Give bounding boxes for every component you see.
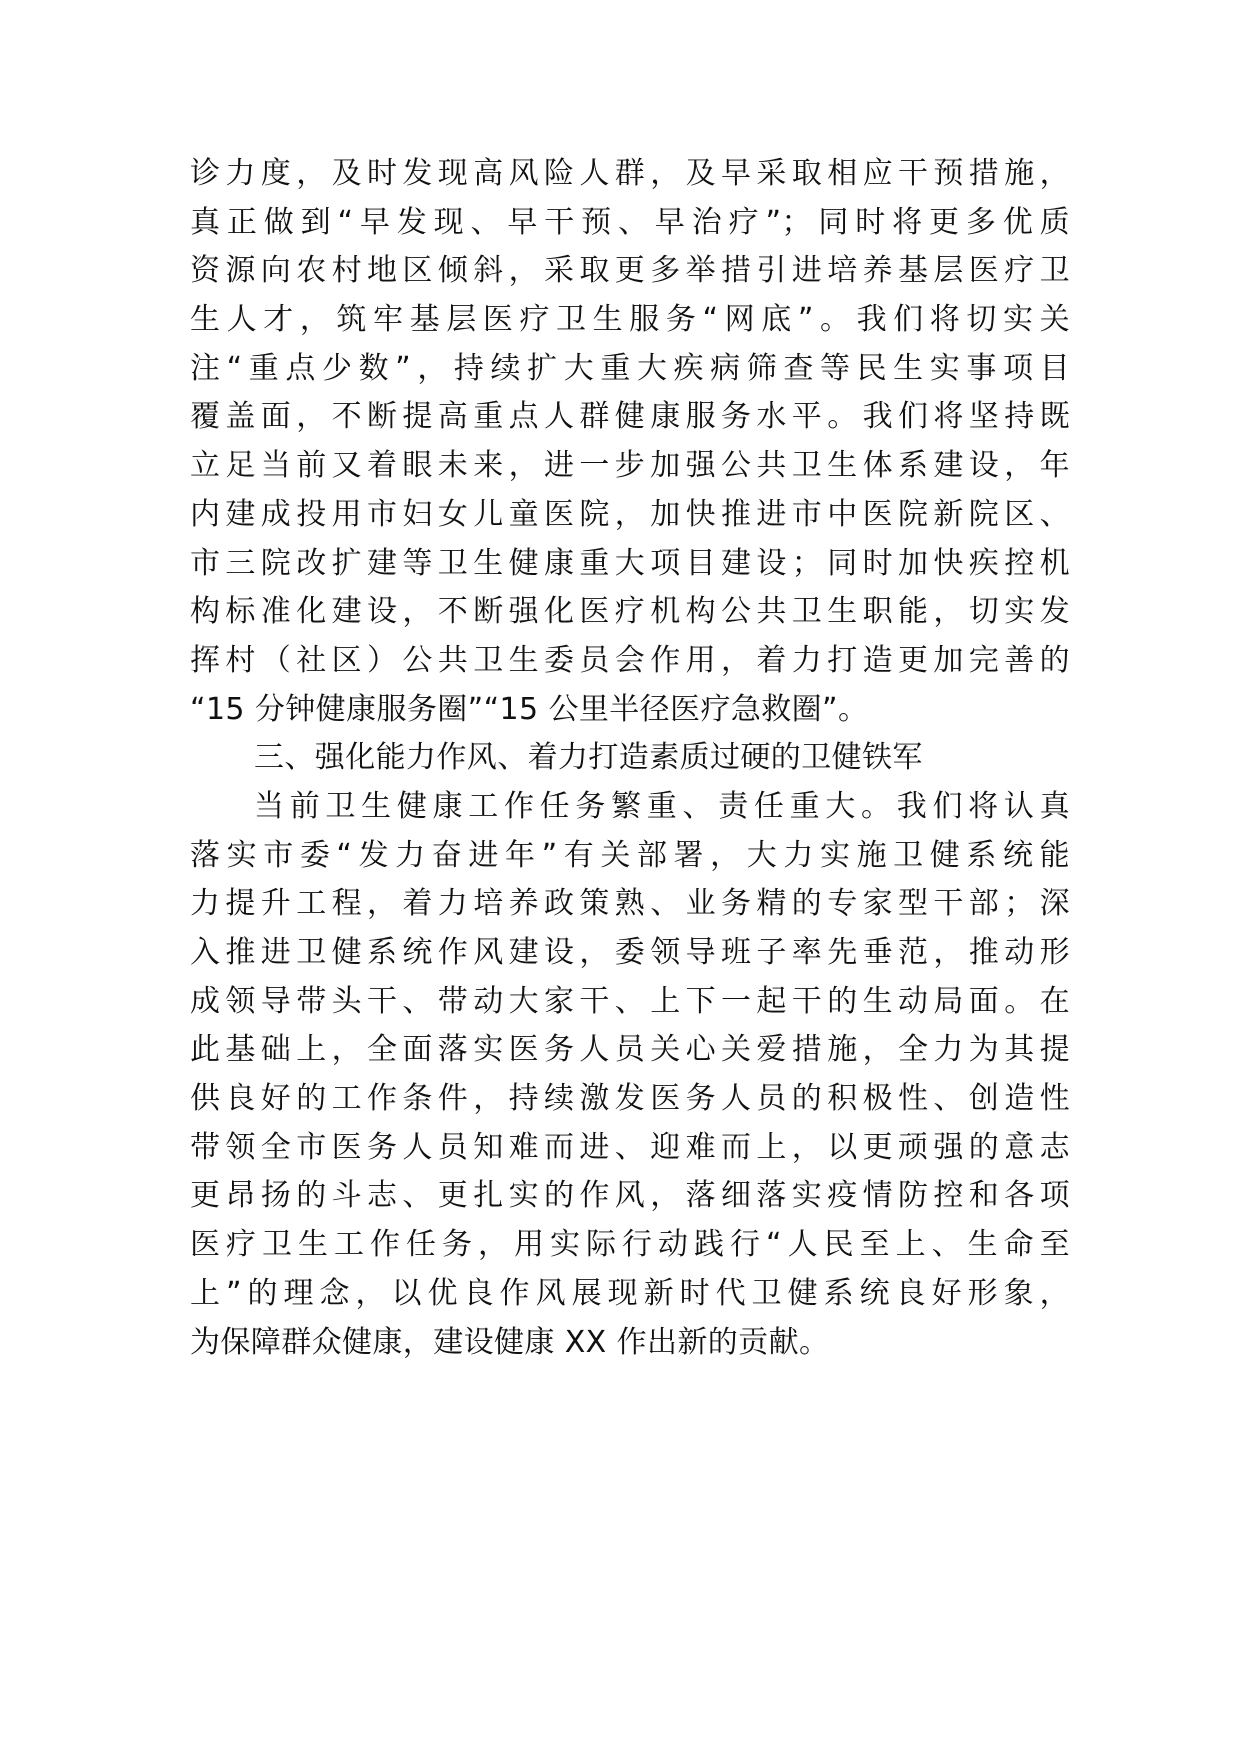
text-line: 构标准化建设，不断强化医疗机构公共卫生职能，切实发 — [190, 594, 1070, 630]
text-line: 覆盖面，不断提高重点人群健康服务水平。我们将坚持既 — [190, 399, 1070, 435]
text-line: 生人才，筑牢基层医疗卫生服务“网底”。我们将切实关 — [190, 302, 1070, 338]
paragraph-1 — [190, 150, 1070, 734]
text-line: 供良好的工作条件，持续激发医务人员的积极性、创造性 — [190, 1081, 1070, 1117]
text-line: 力提升工程，着力培养政策熟、业务精的专家型干部；深 — [190, 886, 1070, 922]
text-line: 成领导带头干、带动大家干、上下一起干的生动局面。在 — [190, 983, 1070, 1019]
document-body — [190, 150, 1070, 1367]
text-line: 资源向农村地区倾斜，采取更多举措引进培养基层医疗卫 — [190, 253, 1070, 289]
text-line: 诊力度，及时发现高风险人群，及早采取相应干预措施， — [190, 156, 1070, 191]
text-line: 注“重点少数”，持续扩大重大疾病筛查等民生实事项目 — [190, 350, 1070, 386]
text-line: 内建成投用市妇女儿童医院，加快推进市中医院新院区、 — [190, 496, 1070, 532]
section-heading: 三、强化能力作风、着力打造素质过硬的卫健铁军 — [254, 740, 923, 776]
text-line: 为保障群众健康，建设健康 XX 作出新的贡献。 — [190, 1324, 830, 1360]
text-line: 当前卫生健康工作任务繁重、责任重大。我们将认真 — [254, 788, 1070, 824]
text-line: 真正做到“早发现、早干预、早治疗”；同时将更多优质 — [190, 204, 1070, 240]
text-line: 带领全市医务人员知难而进、迎难而上，以更顽强的意志 — [190, 1129, 1070, 1165]
text-line: 入推进卫健系统作风建设，委领导班子率先垂范，推动形 — [190, 935, 1070, 970]
text-line: 更昂扬的斗志、更扎实的作风，落细落实疫情防控和各项 — [190, 1178, 1070, 1214]
text-line: 医疗卫生工作任务，用实际行动践行“人民至上、生命至 — [190, 1227, 1070, 1263]
text-line: 立足当前又着眼未来，进一步加强公共卫生体系建设，年 — [190, 448, 1070, 484]
text-line: 挥村（社区）公共卫生委员会作用，着力打造更加完善的 — [190, 642, 1070, 678]
text-line: 落实市委“发力奋进年”有关部署，大力实施卫健系统能 — [190, 837, 1070, 873]
text-line: 市三院改扩建等卫生健康重大项目建设；同时加快疾控机 — [190, 545, 1070, 581]
paragraph-2 — [190, 783, 1070, 1367]
text-line: 此基础上，全面落实医务人员关心关爱措施，全力为其提 — [190, 1032, 1070, 1068]
text-line: “15 分钟健康服务圈”“15 公里半径医疗急救圈”。 — [190, 691, 869, 727]
text-line: 上”的理念，以优良作风展现新时代卫健系统良好形象， — [190, 1275, 1070, 1311]
